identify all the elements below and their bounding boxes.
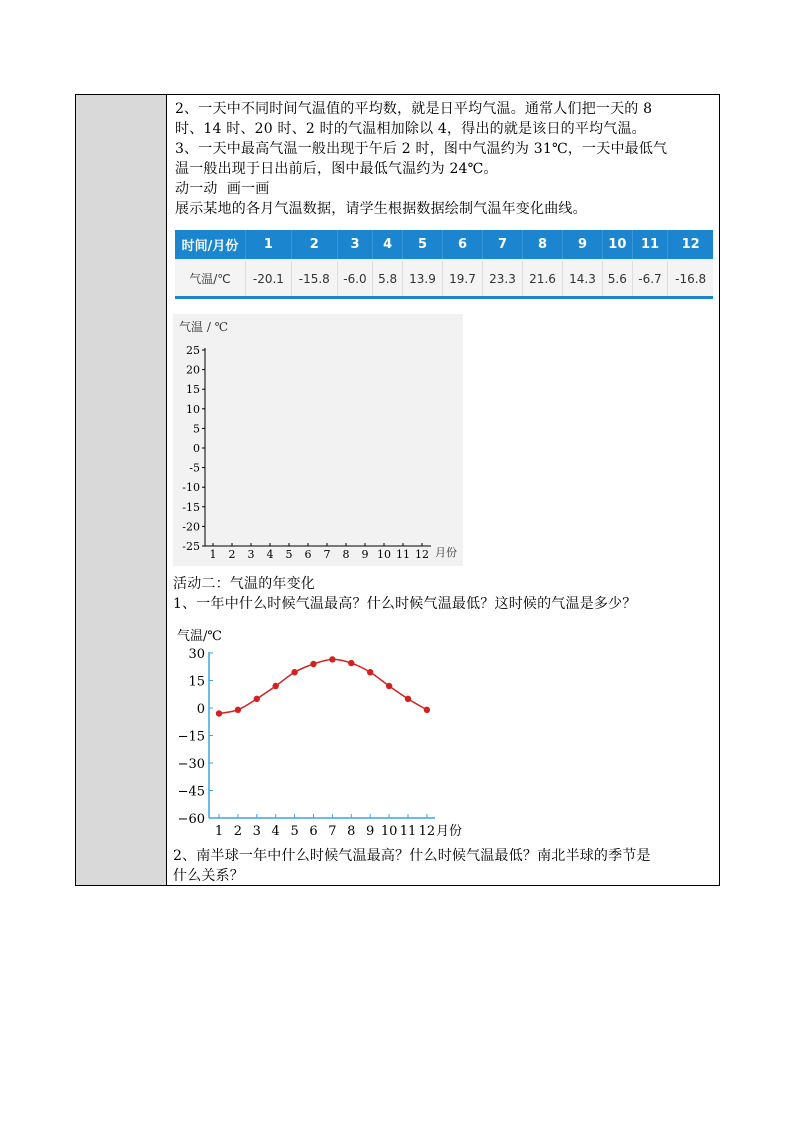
text-line: 2、南半球一年中什么时候气温最高？什么时候气温最低？南北半球的季节是 [173,848,651,864]
data-point [291,669,297,675]
y-tick-label: -15 [182,500,200,514]
x-tick-label: 1 [214,824,224,839]
table-cell: -15.8 [291,260,337,298]
data-point [386,683,392,689]
table-header-row [175,230,713,260]
data-point [367,669,373,675]
data-point [405,696,411,702]
activity-two-title: 活动二：气温的年变化 [173,576,315,592]
table-header-cell: 9 [562,230,602,260]
data-point [310,661,316,667]
y-tick-label: −30 [177,757,205,772]
table-cell: 5.6 [602,260,632,298]
table-cell: 21.6 [522,260,562,298]
x-tick-label: 9 [366,824,375,839]
x-tick-label: 5 [285,548,293,561]
table-header-cell: 4 [373,230,403,260]
x-tick-label: 7 [328,824,337,839]
x-tick-label: 5 [290,824,299,839]
monthly-temperature-table [175,230,713,299]
y-tick-label: -20 [182,520,200,534]
chart-ylabel: 气温/℃ [177,629,222,644]
x-tick-label: 4 [271,824,280,839]
table-header-label: 时间/月份 [175,230,246,260]
question-two [173,846,718,886]
text-line: 温一般出现于日出前后，图中最低气温约为 24℃。 [175,161,498,177]
table-header-cell: 10 [602,230,632,260]
chart-background [173,314,463,566]
chart-x-unit: 月份 [435,546,457,559]
chart-ylabel: 气温 / ℃ [179,320,229,334]
x-tick-label: 3 [252,824,261,839]
y-tick-label: 0 [196,702,205,717]
temperature-series-points [216,656,430,716]
y-tick-label: 15 [186,383,200,397]
y-tick-label: -5 [189,461,200,475]
y-tick-label: 0 [193,442,200,455]
table-header-cell: 1 [246,230,292,260]
table-header-cell: 12 [668,230,713,260]
x-tick-label: 6 [304,548,312,561]
data-point [273,683,279,689]
text-line: 什么关系？ [173,868,244,884]
table-header-cell: 6 [442,230,482,260]
data-point [348,660,354,666]
table-cell: -16.8 [668,260,713,298]
y-tick-label: −45 [177,784,205,800]
table-row-label: 气温/℃ [175,260,246,298]
y-tick-label: 5 [193,422,200,436]
x-tick-label: 12 [415,548,429,561]
text-line: 展示某地的各月气温数据，请学生根据数据绘制气温年变化曲线。 [175,201,587,217]
table-cell: -20.1 [246,260,292,298]
table-row [175,260,713,298]
temperature-series-line [219,659,427,713]
table-cell: 14.3 [562,260,602,298]
lesson-text [175,99,715,219]
data-point [329,656,335,662]
table-cell: 19.7 [442,260,482,298]
y-tick-label: 10 [186,402,200,416]
data-point [235,707,241,713]
table-header-cell: 3 [337,230,373,260]
annual-temperature-chart [173,622,473,844]
x-tick-label: 8 [342,548,350,561]
y-tick-label: −15 [177,729,205,745]
chart-x-unit: 月份 [436,824,463,839]
x-tick-label: 12 [418,824,436,839]
y-tick-label: 20 [186,363,200,377]
text-line: 2、一天中不同时间气温值的平均数，就是日平均气温。通常人们把一天的 8 [175,101,653,117]
table-header-cell: 2 [291,230,337,260]
left-column [76,95,167,885]
data-point [254,696,260,702]
table-header-cell: 11 [632,230,668,260]
x-tick-label: 1 [209,548,217,561]
table-header-cell: 5 [402,230,442,260]
x-tick-label: 9 [361,548,369,561]
table-header-cell: 7 [482,230,522,260]
text-line: 时、14 时、20 时、2 时的气温相加除以 4，得出的就是该日的平均气温。 [175,121,646,137]
x-tick-label: 4 [266,548,274,561]
table-header-cell: 8 [522,230,562,260]
y-tick-label: 30 [188,647,205,662]
chart-y-ticks [178,647,213,827]
y-tick-label: 25 [186,344,200,357]
y-tick-label: 15 [188,674,205,690]
question-one: 1、一年中什么时候气温最高？什么时候气温最低？这时候的气温是多少？ [173,596,637,612]
data-point [424,707,430,713]
x-tick-label: 10 [377,548,391,561]
y-tick-label: −60 [177,812,205,827]
table-cell: -6.0 [337,260,373,298]
x-tick-label: 3 [247,548,255,561]
table-cell: 13.9 [402,260,442,298]
activity-heading: 动一动 画一画 [175,181,270,197]
blank-temperature-chart [173,314,463,566]
table-cell: 5.8 [373,260,403,298]
x-tick-label: 10 [380,824,398,839]
x-tick-label: 2 [233,824,243,839]
table-cell: 23.3 [482,260,522,298]
x-tick-label: 7 [323,548,331,561]
data-point [216,710,222,716]
x-tick-label: 2 [228,548,236,561]
activity-two [173,574,718,614]
x-tick-label: 11 [396,548,410,561]
text-line: 3、一天中最高气温一般出现于午后 2 时，图中气温约为 31℃，一天中最低气 [175,141,668,157]
table-cell: -6.7 [632,260,668,298]
x-tick-label: 8 [347,824,356,839]
x-tick-label: 11 [399,824,417,839]
y-tick-label: -25 [182,540,200,553]
y-tick-label: -10 [182,481,200,495]
x-tick-label: 6 [309,824,318,839]
